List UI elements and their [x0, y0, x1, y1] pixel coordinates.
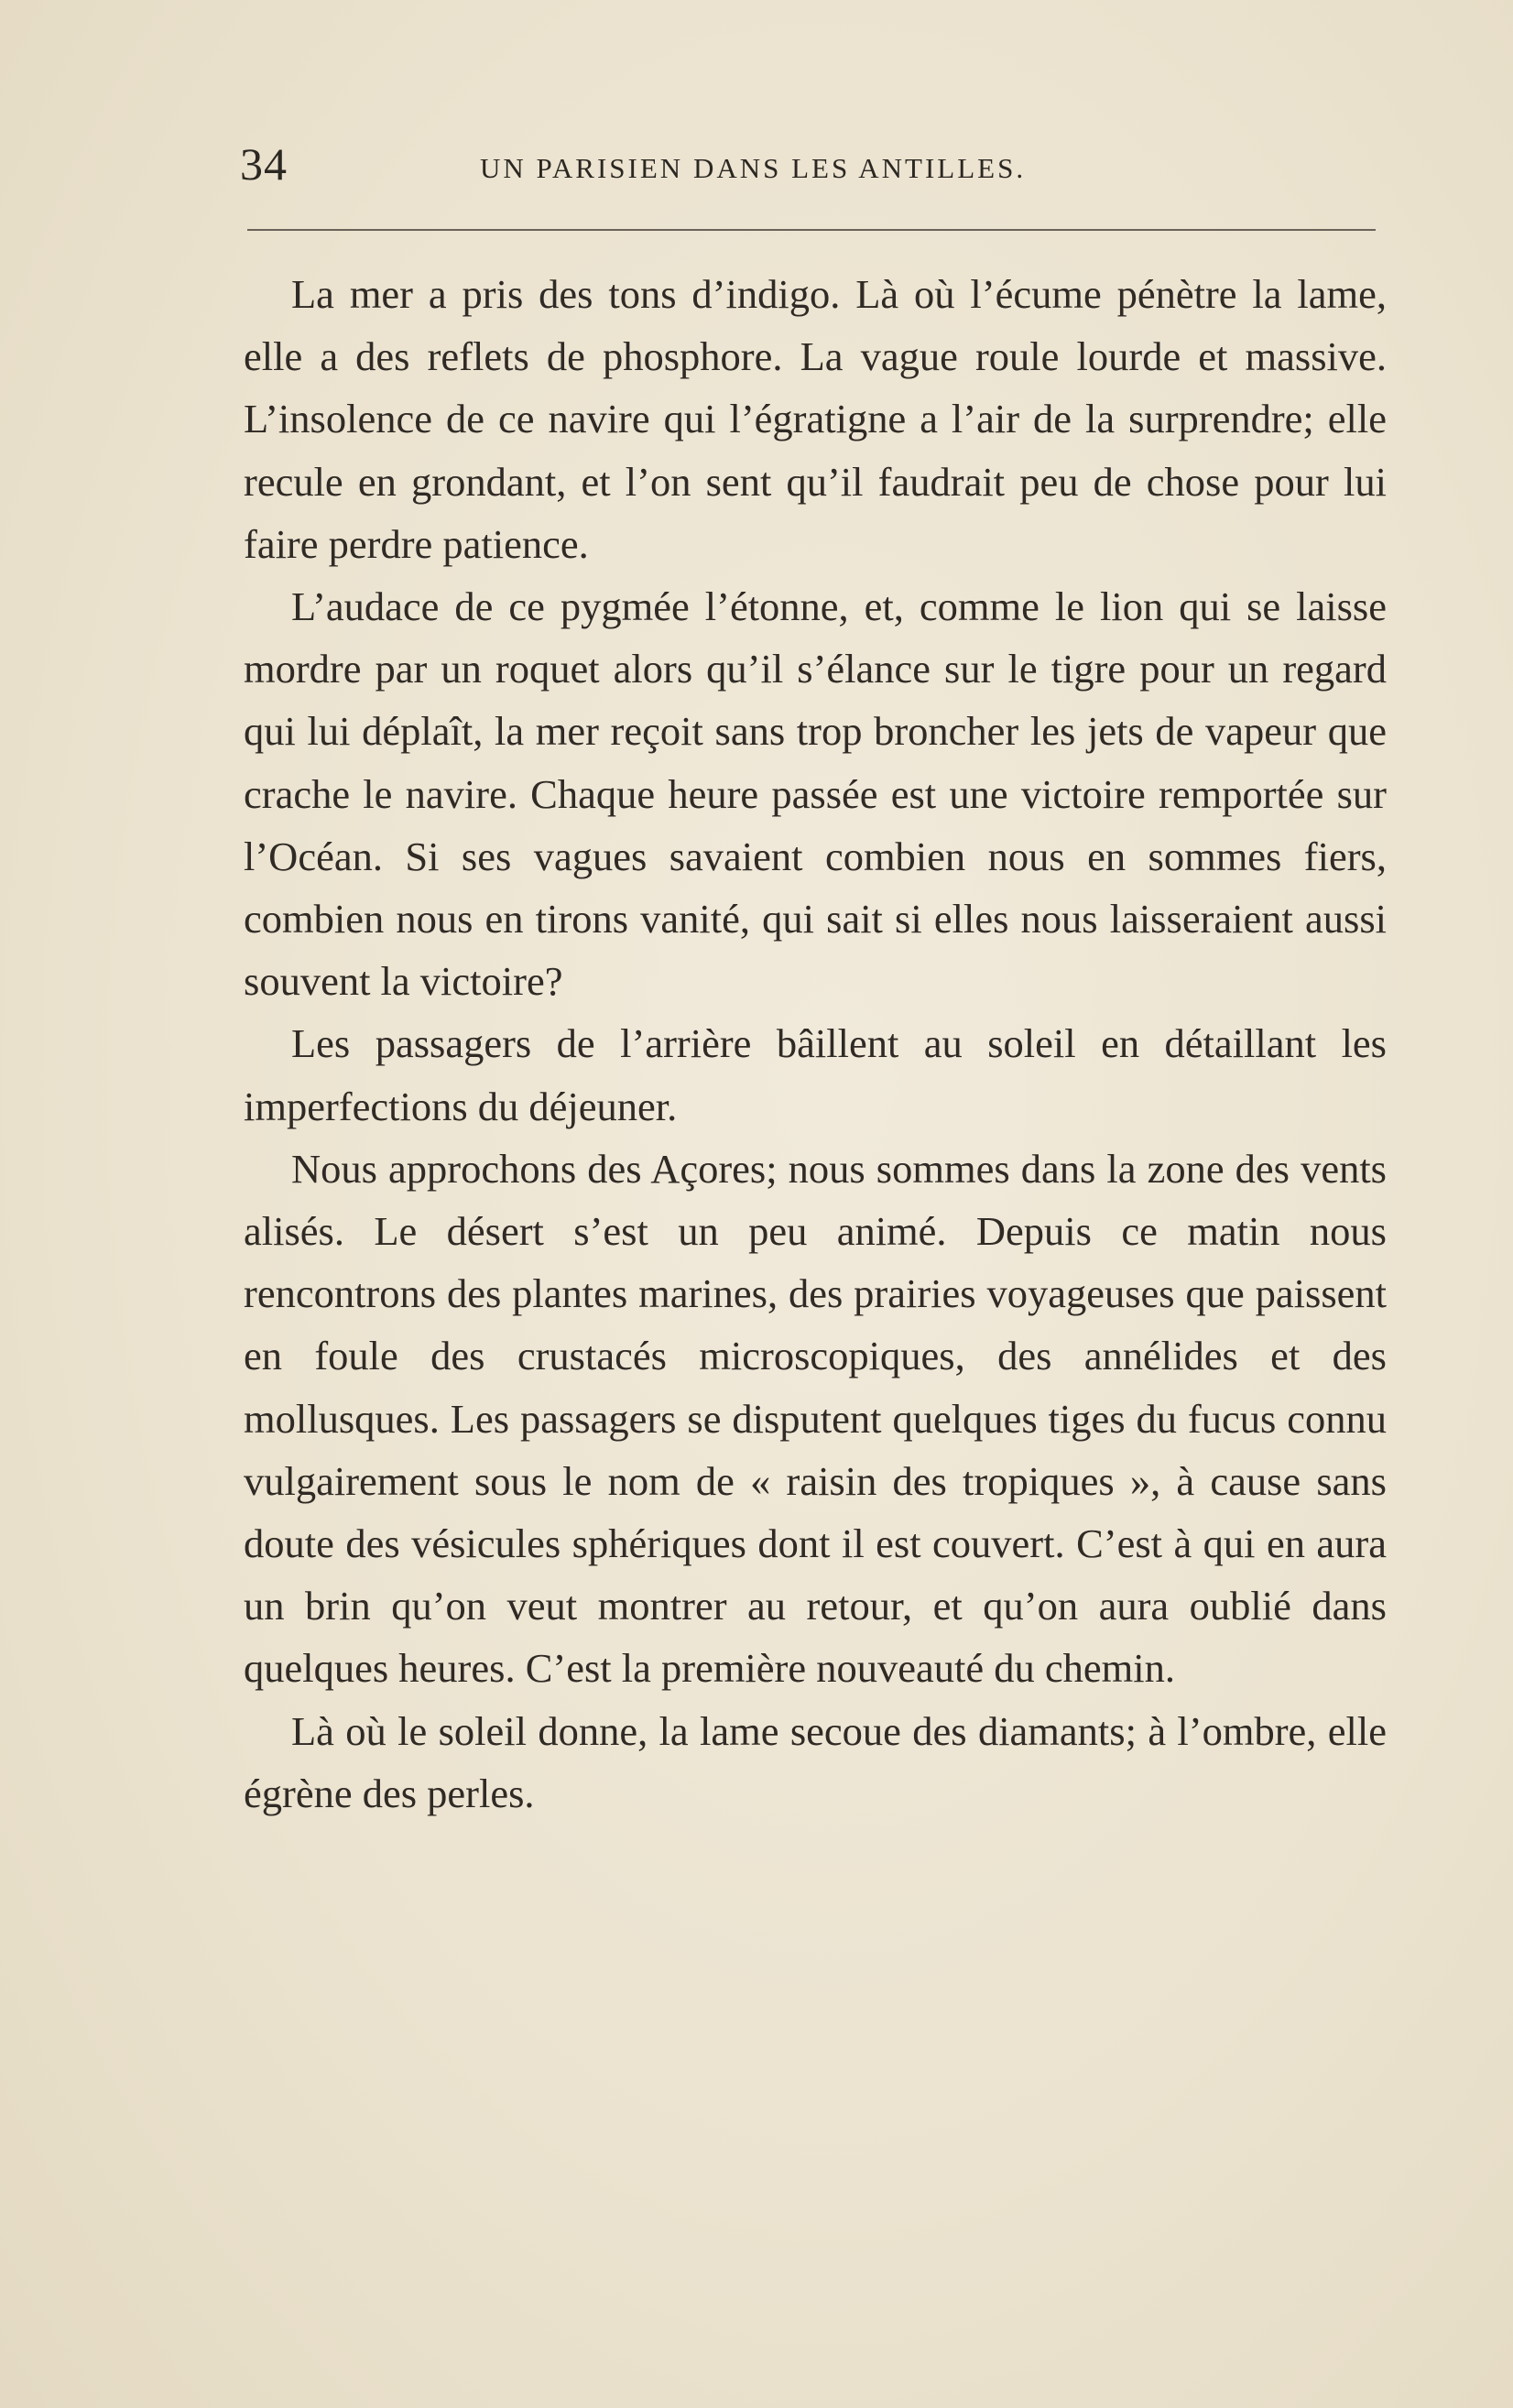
paragraph-5: Là où le soleil donne, la lame secoue des diamants; à l’ombre, elle égrène des perles. [244, 1707, 1387, 1816]
paragraph-4: Nous approchons des Açores; nous sommes dans la zone des vents alisés. Le désert s’est un peu animé. Depuis ce matin nous rencontrons des plantes marines, des prairies voyageuses que paissent en foule des crustacés microscopiques, des annélides et des mollusques. Les passagers se disputent quelques tiges du fucus connu vulgairement sous le nom de « raisin des tropiques », à cause sans doute des vésicules sphériques dont il est couvert. C’est à qui en aura un brin qu’on veut montrer au retour, et qu’on aura oublié dans quelques heures. C’est la première nouveauté du chemin. [244, 1145, 1387, 1692]
paragraph-3: Les passagers de l’arrière bâillent au soleil en détaillant les imperfections du déjeuner. [244, 1020, 1387, 1129]
paragraph-1: La mer a pris des tons d’indigo. Là où l’écume pénètre la lame, elle a des reflets de phosphore. La vague roule lourde et massive. L’insolence de ce navire qui l’égratigne a l’air de la surprendre; elle recule en grondant, et l’on sent qu’il faudrait peu de chose pour lui faire perdre patience. [244, 271, 1387, 567]
page-number: 34 [240, 138, 288, 190]
page-header [240, 137, 1376, 202]
paragraph-2: L’audace de ce pygmée l’étonne, et, comme le lion qui se laisse mordre par un roquet alors qu’il s’élance sur le tigre pour un regard qui lui déplaît, la mer reçoit sans trop broncher les jets de vapeur que crache le navire. Chaque heure passée est une victoire remportée sur l’Océan. Si ses vagues savaient combien nous en sommes fiers, combien nous en tirons vanité, qui sait si elles nous laisseraient aussi souvent la victoire? [244, 583, 1387, 1005]
body-text [244, 263, 1387, 1825]
header-rule [247, 229, 1376, 231]
running-title: UN PARISIEN DANS LES ANTILLES. [480, 152, 1027, 184]
